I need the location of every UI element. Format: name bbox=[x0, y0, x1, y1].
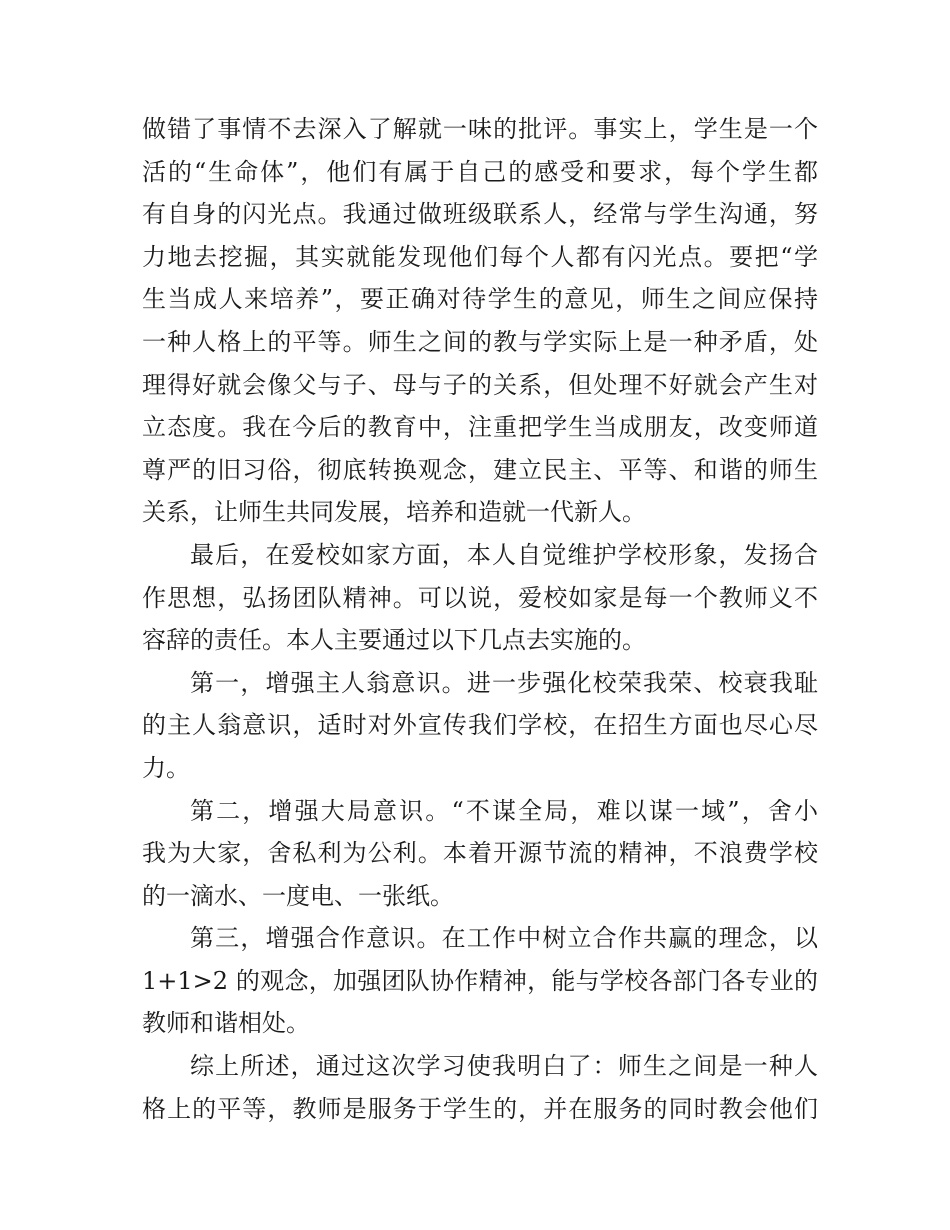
text-line: 力地去挖掘，其实就能发现他们每个人都有闪光点。要把“学 bbox=[142, 242, 818, 271]
text-line: 一种人格上的平等。师生之间的教与学实际上是一种矛盾，处 bbox=[142, 327, 818, 356]
text-line: 生当成人来培养”，要正确对待学生的意见，师生之间应保持 bbox=[142, 285, 818, 314]
text-line: 做错了事情不去深入了解就一味的批评。事实上，学生是一个 bbox=[142, 115, 818, 143]
text-line: 格上的平等，教师是服务于学生的，并在服务的同时教会他们 bbox=[142, 1094, 818, 1123]
text-line: 作思想，弘扬团队精神。可以说，爱校如家是每一个教师义不 bbox=[142, 583, 818, 612]
text-line: 尊严的旧习俗，彻底转换观念，建立民主、平等、和谐的师生 bbox=[142, 455, 818, 484]
text-line: 1+1>2 的观念，加强团队协作精神，能与学校各部门各专业的 bbox=[142, 966, 818, 995]
text-line: 理得好就会像父与子、母与子的关系，但处理不好就会产生对 bbox=[142, 370, 818, 399]
text-line: 最后，在爱校如家方面，本人自觉维护学校形象，发扬合 bbox=[190, 540, 818, 569]
text-line: 的一滴水、一度电、一张纸。 bbox=[142, 881, 454, 910]
text-line: 力。 bbox=[142, 753, 190, 782]
text-line: 关系，让师生共同发展，培养和造就一代新人。 bbox=[142, 498, 646, 527]
text-line: 容辞的责任。本人主要通过以下几点去实施的。 bbox=[142, 626, 646, 655]
text-line: 的主人翁意识，适时对外宣传我们学校，在招生方面也尽心尽 bbox=[142, 711, 818, 740]
paragraph-2 bbox=[142, 534, 818, 662]
text-line: 有自身的闪光点。我通过做班级联系人，经常与学生沟通，努 bbox=[142, 200, 818, 229]
text-line: 活的“生命体”，他们有属于自己的感受和要求，每个学生都 bbox=[142, 157, 818, 186]
text-line: 第二，增强大局意识。“不谋全局，难以谋一域”，舍小 bbox=[190, 796, 818, 825]
text-line: 综上所述，通过这次学习使我明白了：师生之间是一种人 bbox=[190, 1052, 818, 1081]
text-line: 第三，增强合作意识。在工作中树立合作共赢的理念，以 bbox=[190, 924, 818, 953]
paragraph-3 bbox=[142, 662, 818, 790]
paragraph-1 bbox=[142, 108, 818, 534]
text-line: 第一，增强主人翁意识。进一步强化校荣我荣、校衰我耻 bbox=[190, 668, 818, 697]
paragraph-4 bbox=[142, 790, 818, 918]
text-line: 我为大家，舍私利为公利。本着开源节流的精神，不浪费学校 bbox=[142, 839, 818, 868]
paragraph-5 bbox=[142, 917, 818, 1045]
document-page bbox=[142, 108, 818, 1130]
paragraph-6 bbox=[142, 1045, 818, 1130]
text-line: 立态度。我在今后的教育中，注重把学生当成朋友，改变师道 bbox=[142, 413, 818, 442]
text-line: 教师和谐相处。 bbox=[142, 1009, 310, 1038]
